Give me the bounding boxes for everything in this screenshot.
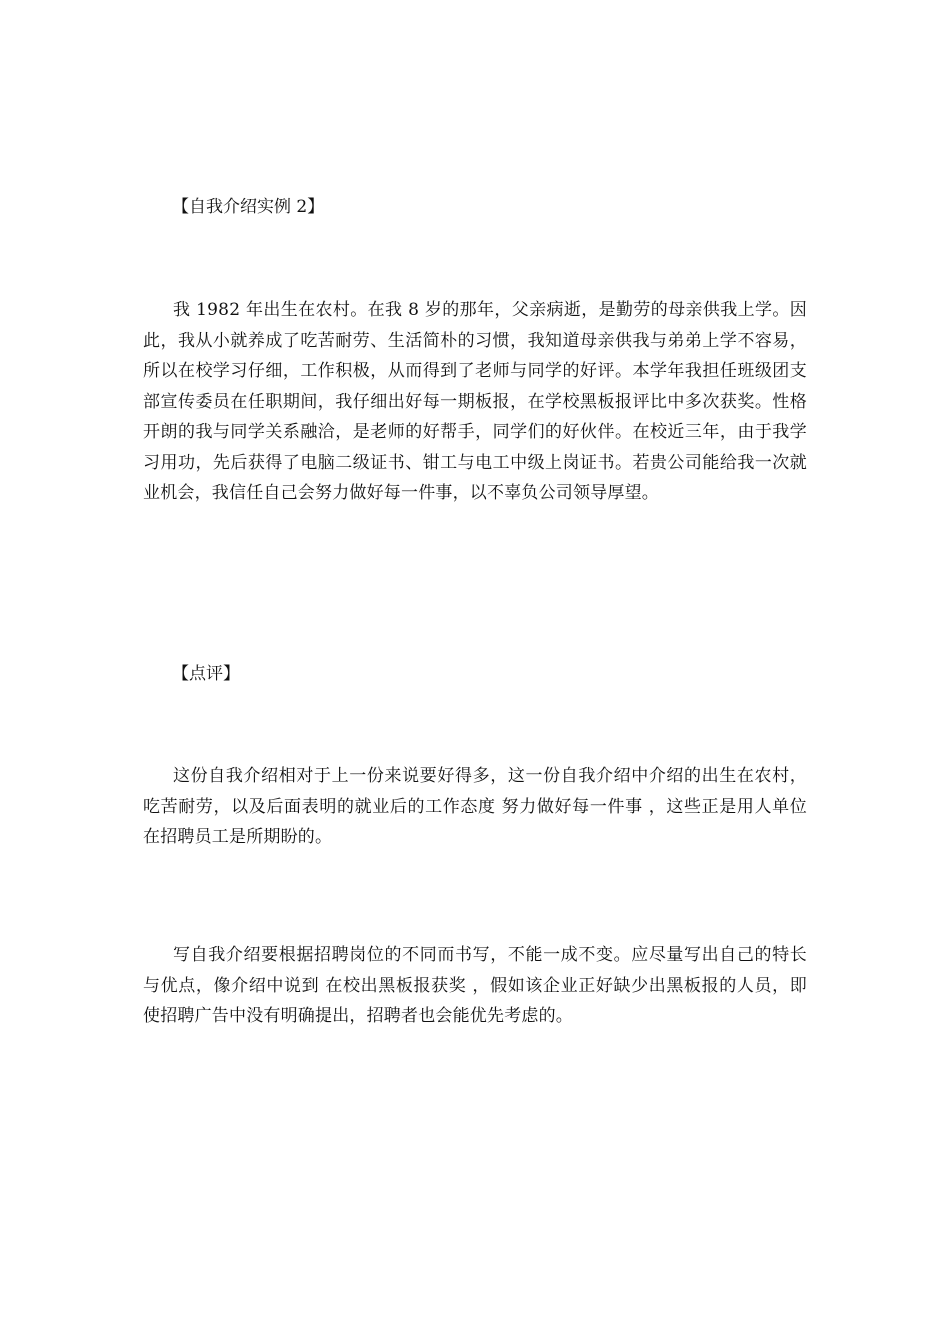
review-paragraph-2: 写自我介绍要根据招聘岗位的不同而书写，不能一成不变。应尽量写出自己的特长与优点，像介绍中说到 在校出黑板报获奖 ，假如该企业正好缺少出黑板报的人员，即使招聘广告中没有明确提出，招聘者也会能优先考虑的。 [143, 945, 807, 1026]
review-heading: 【点评】 [172, 664, 240, 684]
review-paragraph-1: 这份自我介绍相对于上一份来说要好得多，这一份自我介绍中介绍的出生在农村，吃苦耐劳，以及后面表明的就业后的工作态度 努力做好每一件事 ，这些正是用人单位在招聘员工是所期盼的。 [143, 766, 807, 847]
intro-paragraph: 我 1982 年出生在农村。在我 8 岁的那年，父亲病逝，是勤劳的母亲供我上学。因此，我从小就养成了吃苦耐劳、生活简朴的习惯，我知道母亲供我与弟弟上学不容易，所以在校学习仔细，工作积极，从而得到了老师与同学的好评。本学年我担任班级团支部宣传委员在任职期间，我仔细出好每一期板报，在学校黑板报评比中多次获奖。性格开朗的我与同学关系融洽，是老师的好帮手，同学们的好伙伴。在校近三年，由于我学习用功，先后获得了电脑二级证书、钳工与电工中级上岗证书。若贵公司能给我一次就业机会，我信任自己会努力做好每一件事，以不辜负公司领导厚望。 [143, 300, 807, 503]
example-heading: 【自我介绍实例 2】 [172, 197, 325, 217]
